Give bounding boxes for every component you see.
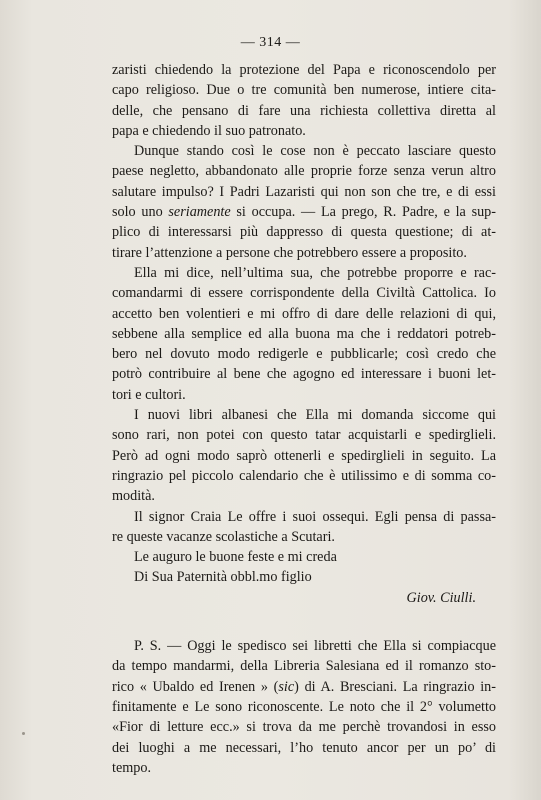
text-line: Però ad ogni modo saprò ottenerli e spedirglieli in seguito. La	[112, 447, 496, 464]
text-line: Il signor Craia Le offre i suoi ossequi. Egli pensa di passa-	[134, 508, 496, 525]
text-line: sebbene alla semplice ed alla buona ma che i reddatori potreb-	[112, 325, 496, 342]
text-fragment: solo uno	[112, 204, 163, 221]
paragraph-3	[112, 263, 496, 405]
italic-word: sic	[278, 678, 295, 695]
text-line: bero nel dovuto modo redigerle e pubblicarle; così credo che	[112, 346, 496, 363]
text-line: re queste vacanze scolastiche a Scutari.	[112, 528, 335, 545]
text-line: capo religioso. Due o tre comunità ben numerose, intiere cita-	[112, 82, 496, 99]
text-line: comandarmi di essere corrispondente della Civiltà Cattolica. Io	[112, 285, 496, 302]
text-line: delle, che pensano di fare una richiesta collettiva diretta al	[112, 102, 496, 119]
paragraph-2	[112, 141, 496, 263]
text-line: plico di interessarsi più dappresso di questa questione; di at-	[112, 224, 496, 241]
text-line-with-italic: rico « Ubaldo ed Irenen » (sic) di A. Bresciani. La ringrazio in-	[112, 678, 497, 695]
text-line: dei luoghi a me necessari, l’ho tenuto ancor per un po’ di	[112, 739, 496, 756]
signature: Giov. Ciulli.	[406, 589, 476, 606]
text-fragment: di A. Bresciani. La ringrazio in-	[304, 678, 497, 695]
text-line: I nuovi libri albanesi che Ella mi domanda siccome qui	[134, 407, 496, 424]
text-fragment: si occupa. — La prego, R. Padre, e la sup-	[236, 204, 497, 221]
text-line: Ella mi dice, nell’ultima sua, che potrebbe proporre e rac-	[134, 264, 496, 281]
text-line-with-italic	[112, 202, 496, 222]
text-line: P. S. — Oggi le spedisco sei libretti che Ella si compiacque	[134, 638, 496, 655]
text-line: accetto ben volentieri e mi offro di dare delle relazioni di qui,	[112, 305, 496, 322]
page-number: — 314 —	[240, 35, 301, 50]
text-line: da tempo mandarmi, della Libreria Salesiana ed il romanzo sto-	[112, 658, 496, 675]
text-line: paese negletto, abbandonato alle proprie forze senza verun altro	[112, 163, 496, 180]
text-line: tori e cultori.	[112, 386, 186, 403]
closing-line: Di Sua Paternità obbl.mo figlio	[134, 569, 312, 586]
closing-line: Le auguro le buone feste e mi creda	[134, 549, 337, 566]
text-line: salutare impulso? I Padri Lazaristi qui non son che tre, e di essi	[112, 183, 496, 200]
page-speck	[22, 732, 25, 735]
paragraph-4	[112, 405, 496, 506]
text-line: «Fior di letture ecc.» si trova da me perchè trovandosi in esso	[112, 719, 496, 736]
text-line: zaristi chiedendo la protezione del Papa e riconoscendolo per	[112, 62, 496, 78]
text-line: tempo.	[112, 759, 152, 776]
paragraph-5	[112, 507, 496, 548]
text-line: modità.	[112, 488, 155, 505]
text-line: Dunque stando così le cose non è peccato lasciare questo	[134, 143, 496, 160]
letter-body	[112, 60, 496, 778]
postscript	[112, 636, 496, 778]
text-line: papa e chiedendo il suo patronato.	[112, 122, 306, 139]
text-fragment: rico « Ubaldo ed Irenen »	[112, 678, 268, 695]
text-line: ringrazio pel piccolo calendario che è utilissimo e di somma co-	[112, 467, 496, 484]
text-line: potrò contribuire al bene che agogno ed interessare i buoni let-	[112, 366, 496, 383]
italic-word: seriamente	[168, 204, 231, 221]
text-line: finitamente e Le sono riconoscente. Le noto che il 2° volumetto	[112, 698, 496, 715]
text-line: tirare l’attenzione a persone che potrebbero essere a proposito.	[112, 244, 467, 261]
paragraph-1	[112, 60, 496, 141]
text-line: sono rari, non potei con questo tatar acquistarli e spedirglieli.	[112, 427, 496, 444]
